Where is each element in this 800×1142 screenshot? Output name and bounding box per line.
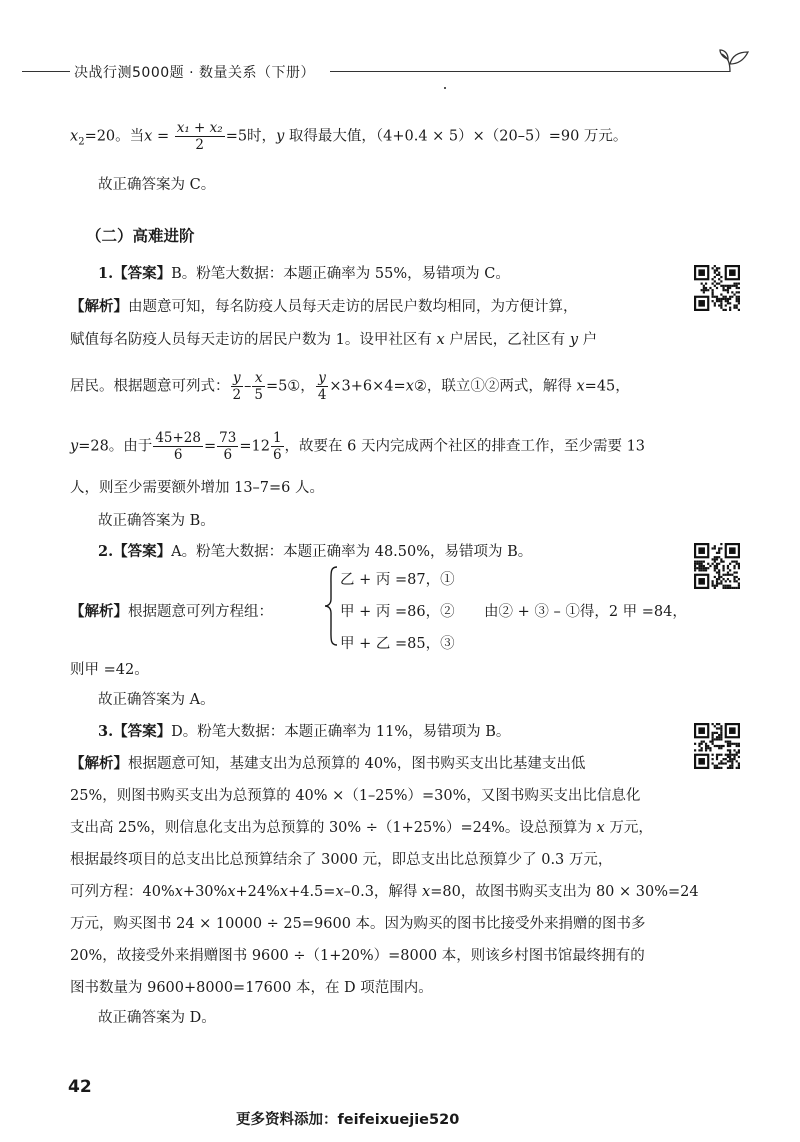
q1-answer: 故正确答案为 B。 (98, 513, 215, 529)
q3-analysis-line-6: 万元，购买图书 24 × 10000 ÷ 25=9600 本。因为购买的图书比接受外来捐赠的图书多 (70, 916, 646, 932)
q3-analysis-line-1: 【解析】根据题意可知，基建支出为总预算的 40%，图书购买支出比基建支出低 (70, 755, 586, 772)
section-title: （二）高难进阶 (86, 227, 195, 245)
q3-analysis-line-7: 20%，故接受外来捐赠图书 9600 ÷（1+20%）=8000 本，则该乡村图书馆最终拥有的 (70, 948, 645, 964)
q1-analysis-line-5: 人，则至少需要额外增加 13–7=6 人。 (70, 480, 325, 496)
scan-speck (444, 87, 446, 89)
q1-analysis-line-3: 居民。根据题意可列式： $\frac{y}{2}$ – $\frac{x}{5}$ =5①， $\frac{y}{4}$ ×3+6×4=x②，联立①②两式，解得 x=45， (70, 370, 630, 403)
q2-answer-line: 2.【答案】A。粉笔大数据：本题正确率为 48.50%，易错项为 B。 (98, 543, 533, 560)
q1-answer-line: 1.【答案】B。粉笔大数据：本题正确率为 55%，易错项为 C。 (98, 265, 510, 282)
q3-analysis-line-3: 支出高 25%，则信息化支出为总预算的 30% ÷（1+25%）=24%。设总预算为 x 万元， (70, 820, 653, 836)
qr-code-icon (694, 723, 740, 769)
qr-code-icon (694, 543, 740, 589)
footer-note: 更多资料添加：feifeixuejie520 (236, 1112, 460, 1128)
header-rule-right (330, 71, 730, 72)
q3-analysis-line-8: 图书数量为 9600+8000=17600 本，在 D 项范围内。 (70, 980, 433, 996)
q3-answer: 故正确答案为 D。 (98, 1010, 216, 1026)
q2-analysis-intro: 【解析】根据题意可列方程组： (70, 603, 273, 620)
q3-answer-line: 3.【答案】D。粉笔大数据：本题正确率为 11%，易错项为 B。 (98, 723, 511, 740)
q2-analysis-result: 则甲 =42。 (70, 662, 149, 678)
q2-eq-2: 甲 + 丙 =86，② (340, 604, 455, 620)
fraction: $\frac{\text{x₁ + x₂}}{2}$ (176, 120, 223, 153)
q2-eq-3: 甲 + 乙 =85，③ (340, 636, 455, 652)
q1-analysis-line-1: 【解析】由题意可知，每名防疫人员每天走访的居民户数均相同，为方便计算， (70, 298, 578, 315)
q3-analysis-line-2: 25%，则图书购买支出为总预算的 40% ×（1–25%）=30%，又图书购买支出比信息化 (70, 788, 641, 804)
q2-eq-1: 乙 + 丙 =87，① (340, 572, 455, 588)
q1-analysis-line-2: 赋值每名防疫人员每天走访的居民户数为 1。设甲社区有 x 户居民，乙社区有 y 户 (70, 332, 598, 348)
running-header-title: 决战行测5000题 · 数量关系（下册） (70, 62, 319, 82)
prev-solution-line: $x_2=20$。当x = $\frac{\text{x₁ + x₂}}{2}$ =5时，y 取得最大值，（4+0.4 × 5）×（20–5）=90 万元。 (70, 120, 628, 153)
q3-analysis-line-4: 根据最终项目的总支出比总预算结余了 3000 元，即总支出比总预算少了 0.3 万元， (70, 852, 613, 868)
q3-analysis-line-5: 可列方程：40%x+30%x+24%x+4.5=x–0.3，解得 x=80，故图书购买支出为 80 × 30%=24 (70, 884, 699, 900)
sprout-icon (718, 44, 752, 74)
q2-answer: 故正确答案为 A。 (98, 692, 215, 708)
equation-brace (324, 565, 338, 647)
q2-eq-tail: 由② + ③ – ①得，2 甲 =84， (484, 604, 687, 620)
page-number: 42 (68, 1077, 92, 1097)
prev-answer: 故正确答案为 C。 (98, 177, 216, 193)
q1-analysis-line-4: y=28。由于 $\frac{45+28}{6}$ = $\frac{73}{6}$ =12 $\frac{1}{6}$ ，故要在 6 天内完成两个社区的排查工作，至少需要 13 (70, 430, 646, 463)
qr-code-icon (694, 265, 740, 311)
header-rule-left (22, 71, 72, 72)
